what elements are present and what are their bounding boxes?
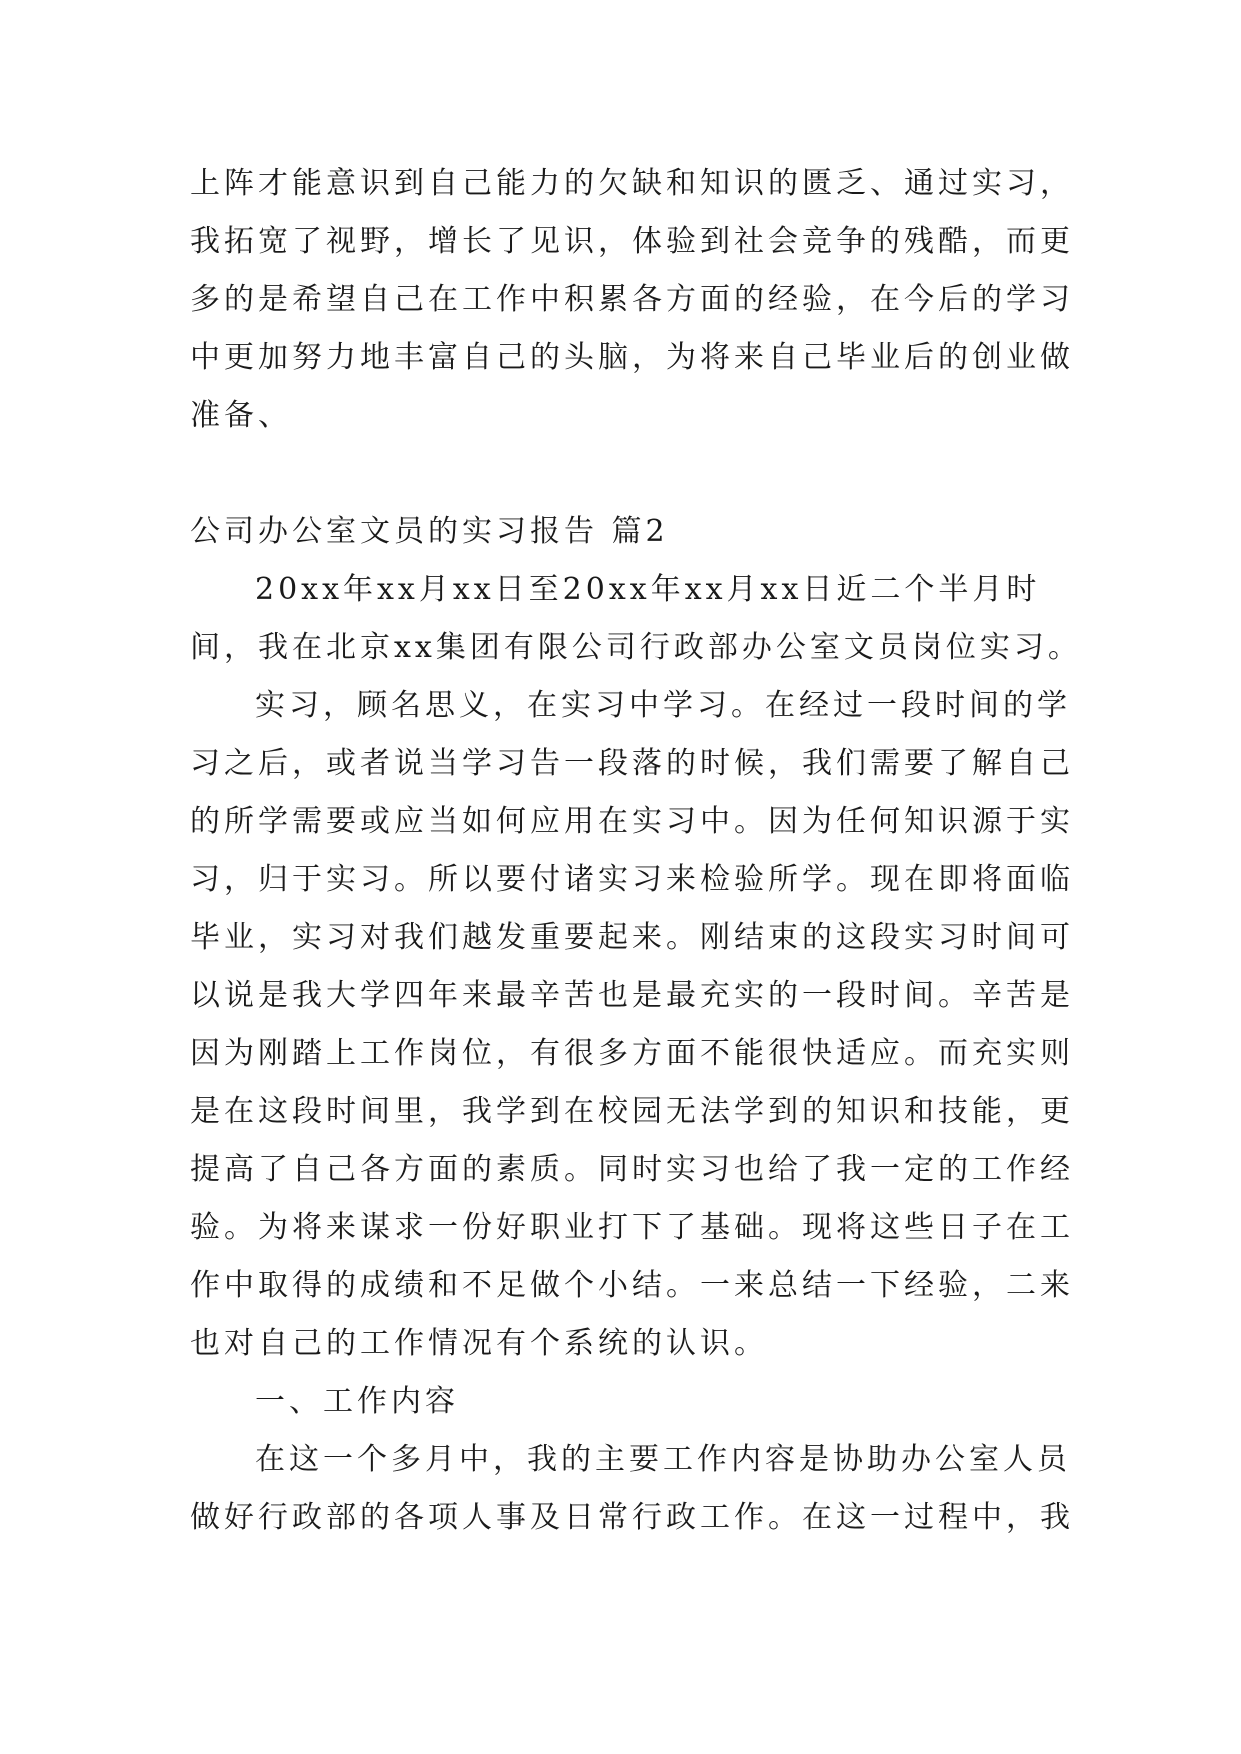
text-line: 是在这段时间里，我学到在校园无法学到的知识和技能，更: [190, 1094, 1074, 1129]
text-line: 作中取得的成绩和不足做个小结。一来总结一下经验，二来: [190, 1268, 1074, 1303]
text-line: 因为刚踏上工作岗位，有很多方面不能很快适应。而充实则: [190, 1036, 1074, 1071]
text-line: 的所学需要或应当如何应用在实习中。因为任何知识源于实: [190, 804, 1074, 839]
text-line: 20xx年xx月xx日至20xx年xx月xx日近二个半月时: [255, 572, 1041, 607]
text-line: 毕业，实习对我们越发重要起来。刚结束的这段实习时间可: [190, 920, 1074, 955]
text-line: 习之后，或者说当学习告一段落的时候，我们需要了解自己: [190, 746, 1074, 781]
text-line: 上阵才能意识到自己能力的欠缺和知识的匮乏、通过实习，: [190, 166, 1074, 201]
subsection-heading: 一、工作内容: [255, 1384, 459, 1419]
text-line: 提高了自己各方面的素质。同时实习也给了我一定的工作经: [190, 1152, 1074, 1187]
section-heading: 公司办公室文员的实习报告 篇2: [190, 514, 669, 549]
text-line: 以说是我大学四年来最辛苦也是最充实的一段时间。辛苦是: [190, 978, 1074, 1013]
text-line: 间，我在北京xx集团有限公司行政部办公室文员岗位实习。: [190, 630, 1082, 665]
text-line: 中更加努力地丰富自己的头脑，为将来自己毕业后的创业做: [190, 340, 1074, 375]
text-line: 在这一个多月中，我的主要工作内容是协助办公室人员: [255, 1442, 1071, 1477]
text-line: 多的是希望自己在工作中积累各方面的经验，在今后的学习: [190, 282, 1074, 317]
text-line: 实习，顾名思义，在实习中学习。在经过一段时间的学: [255, 688, 1071, 723]
text-line: 习，归于实习。所以要付诸实习来检验所学。现在即将面临: [190, 862, 1074, 897]
text-line: 我拓宽了视野，增长了见识，体验到社会竞争的残酷，而更: [190, 224, 1074, 259]
text-line: 准备、: [190, 398, 292, 433]
text-line: 也对自己的工作情况有个系统的认识。: [190, 1326, 768, 1361]
text-line: 做好行政部的各项人事及日常行政工作。在这一过程中，我: [190, 1500, 1074, 1535]
text-line: 验。为将来谋求一份好职业打下了基础。现将这些日子在工: [190, 1210, 1074, 1245]
